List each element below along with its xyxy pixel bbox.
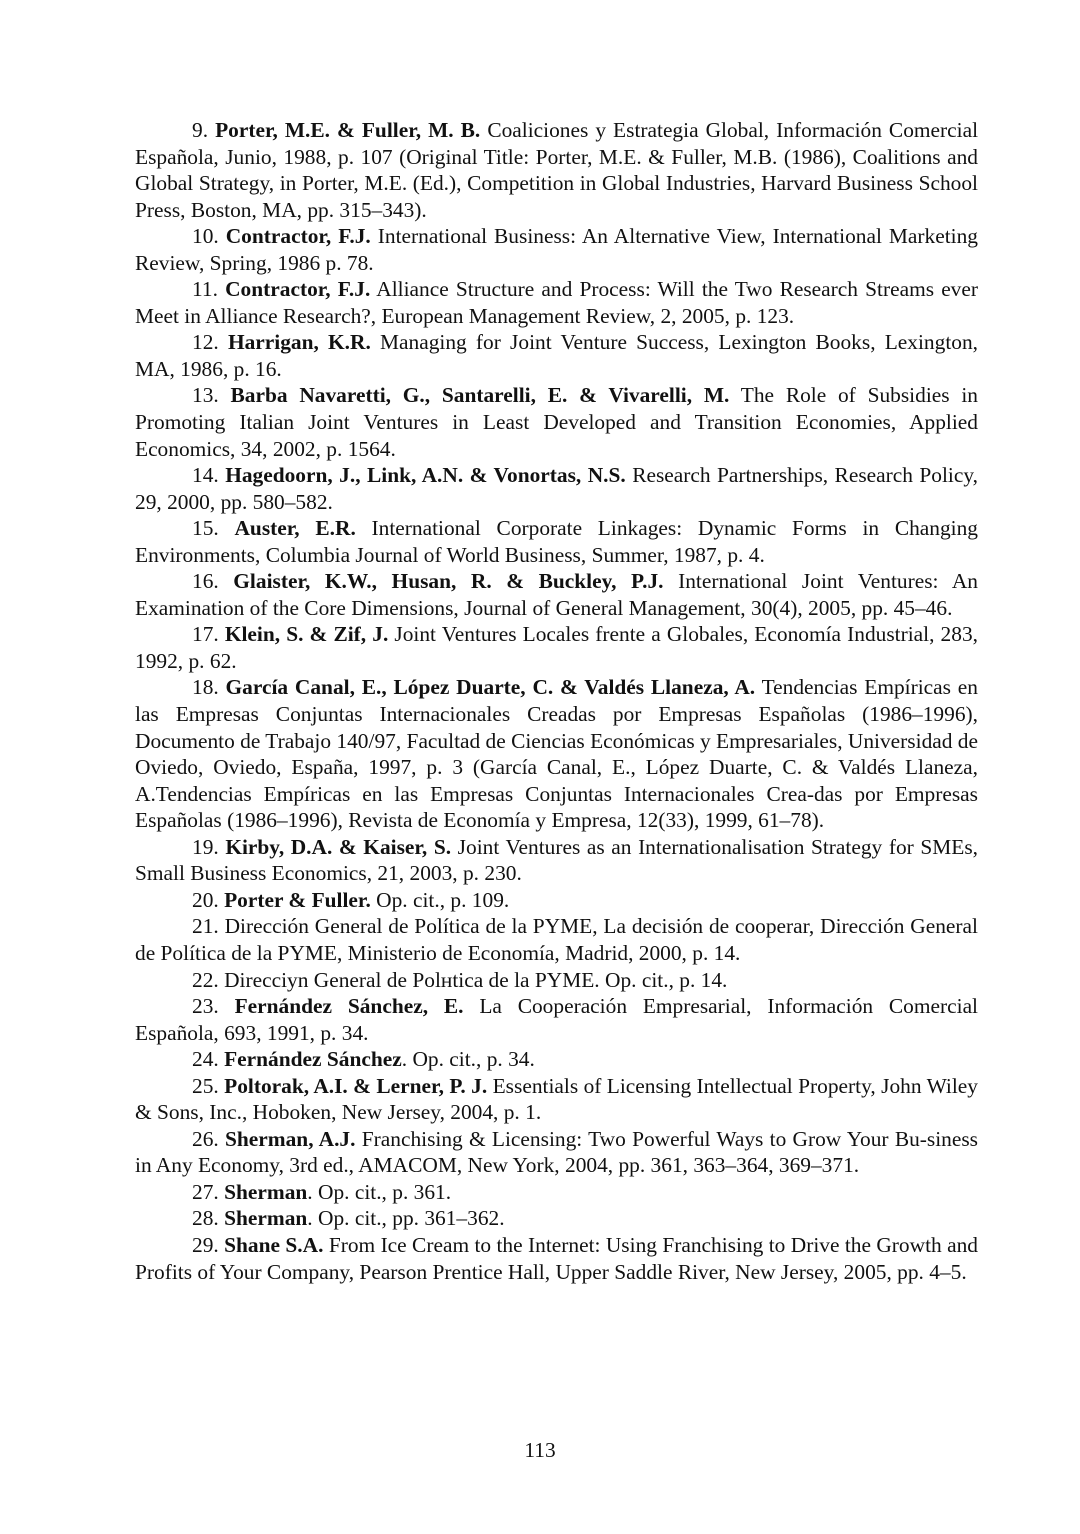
reference-author: Shane S.A. [224,1232,324,1257]
reference-number: 23. [192,994,235,1019]
reference-text: . Op. cit., pp. 361–362. [307,1206,505,1231]
reference-text: Dirección General de Política de la PYME, La decisión de cooperar, Dirección General de Política de la PYME, Ministerio de Economía, Madrid, 2000, p. 14. [135,914,978,965]
reference-text: Alliance Structure and Process: Will the Two Research Streams ever Meet in Alliance Research?, European Management Review, 2, 2005, p. 123. [135,277,978,328]
reference-number: 27. [192,1179,225,1204]
reference-item [135,223,978,276]
reference-text: Joint Ventures as an Internationalisation Strategy for SMEs, Small Business Economics, 21, 2003, p. 230. [135,834,978,886]
reference-author: Harrigan, K.R. [227,330,371,355]
reference-text: Research Partnerships, Research Policy, 29, 2000, pp. 580–582. [135,463,979,514]
reference-item [135,117,978,223]
reference-number: 17. [192,622,225,647]
reference-author: Contractor, F.J. [225,277,371,302]
reference-item [135,329,978,382]
reference-author: García Canal, E., López Duarte, C. & Valdés Llaneza, A. [225,675,756,700]
reference-text: . Op. cit., p. 34. [401,1047,535,1072]
reference-item [135,462,978,515]
reference-author: Fernández Sánchez, E. [234,994,464,1019]
reference-number: 26. [192,1126,226,1151]
reference-text: Essentials of Licensing Intellectual Property, John Wiley & Sons, Inc., Hoboken, New Jersey, 2004, p. 1. [135,1073,978,1125]
reference-author: Auster, E.R. [234,516,356,541]
reference-number: 19. [192,834,226,859]
reference-number: 12. [192,330,228,355]
reference-item [135,1179,978,1206]
reference-item [135,621,978,674]
reference-number: 21. [192,914,225,939]
reference-text: Joint Ventures Locales frente a Globales, Economía Industrial, 283, 1992, p. 62. [135,622,978,673]
reference-text: . Op. cit., p. 361. [307,1179,452,1204]
reference-number: 14. [192,463,226,488]
page-number: 113 [524,1438,556,1462]
reference-number: 16. [192,569,234,594]
reference-author: Contractor, F.J. [225,224,371,249]
reference-item [135,993,978,1046]
reference-author: Glaister, K.W., Husan, R. & Buckley, P.J. [233,569,664,594]
reference-author: Klein, S. & Zif, J. [224,622,389,647]
reference-item [135,276,978,329]
reference-author: Sherman [224,1179,308,1204]
reference-author: Hagedoorn, J., Link, A.N. & Vonortas, N.S. [225,463,626,488]
reference-number: 22. [192,967,225,992]
reference-text: International Corporate Linkages: Dynamic Forms in Changing Environments, Columbia Journal of World Business, Summer, 1987, p. 4. [135,516,978,567]
reference-number: 25. [192,1073,225,1098]
reference-number: 20. [192,887,225,912]
reference-number: 24. [192,1047,225,1072]
reference-author: Sherman, A.J. [225,1126,356,1151]
reference-text: Tendencias Empíricas en las Empresas Conjuntas Internacionales Creadas por Empresas Españolas (1986–1996), Documento de Trabajo 140/97, Facultad de Ciencias Económicas y Empresariales, Universidad de Oviedo, Oviedo, España, 1997, p. 3 (García Canal, E., López Duarte, C. & Valdés Llaneza, A.Tendencias Empíricas en las Empresas Conjuntas Internacionales Crea-das por Empresas Españolas (1986–1996), Revista de Economía y Empresa, 12(33), 1999, 61–78). [135,675,978,833]
reference-text: From Ice Cream to the Internet: Using Franchising to Drive the Growth and Profits of Your Company, Pearson Prentice Hall, Upper Saddle River, New Jersey, 2005, pp. 4–5. [135,1232,978,1284]
reference-item [135,887,978,914]
reference-item [135,1073,978,1126]
reference-author: Kirby, D.A. & Kaiser, S. [225,834,452,859]
reference-text: Coaliciones y Estrategia Global, Información Comercial Española, Junio, 1988, p. 107 (Original Title: Porter, M.E. & Fuller, M.B. (1986), Coalitions and Global Strategy, in Porter, M.E. (Ed.), Competition in Global Industries, Harvard Business School Press, Boston, MA, pp. 315–343). [135,118,979,222]
reference-item [135,967,978,994]
reference-number: 28. [192,1206,225,1231]
reference-number: 18. [192,675,226,700]
reference-text: Managing for Joint Venture Success, Lexington Books, Lexington, MA, 1986, p. 16. [135,330,979,381]
reference-number: 15. [192,516,235,541]
reference-item [135,515,978,568]
reference-item [135,1205,978,1232]
reference-number: 9. [192,118,216,142]
reference-author: Barba Navaretti, G., Santarelli, E. & Vivarelli, M. [230,383,730,408]
references-list [135,117,978,1285]
reference-number: 13. [192,383,231,408]
reference-author: Porter & Fuller. [224,887,371,912]
reference-item [135,382,978,462]
reference-text: The Role of Subsidies in Promoting Italian Joint Ventures in Least Developed and Transition Economies, Applied Economics, 34, 2002, p. 1564. [135,383,978,461]
reference-author: Sherman [224,1206,308,1231]
reference-text: La Cooperación Empresarial, Información Comercial Española, 693, 1991, p. 34. [135,994,979,1045]
reference-author: Poltorak, A.I. & Lerner, P. J. [224,1073,488,1098]
reference-text: Op. cit., p. 109. [370,887,510,912]
reference-text: Direcciyn General de Polнtica de la PYME. Op. cit., p. 14. [224,967,728,992]
reference-author: Fernández Sánchez [224,1047,402,1072]
reference-number: 11. [192,277,226,302]
reference-item [135,834,978,887]
reference-text: Franchising & Licensing: Two Powerful Ways to Grow Your Bu-siness in Any Economy, 3rd ed., AMACOM, New York, 2004, pp. 361, 363–364, 369–371. [135,1126,979,1178]
reference-item [135,1232,978,1285]
reference-item [135,1126,978,1179]
reference-item [135,913,978,966]
reference-item [135,674,978,833]
reference-item [135,568,978,621]
reference-text: International Joint Ventures: An Examination of the Core Dimensions, Journal of General Management, 30(4), 2005, pp. 45–46. [135,569,978,620]
reference-item [135,1046,978,1073]
reference-author: Porter, M.E. & Fuller, M. B. [215,118,481,142]
reference-text: International Business: An Alternative View, International Marketing Review, Spring, 1986 p. 78. [135,224,978,275]
reference-number: 29. [192,1232,225,1257]
reference-number: 10. [192,224,226,249]
